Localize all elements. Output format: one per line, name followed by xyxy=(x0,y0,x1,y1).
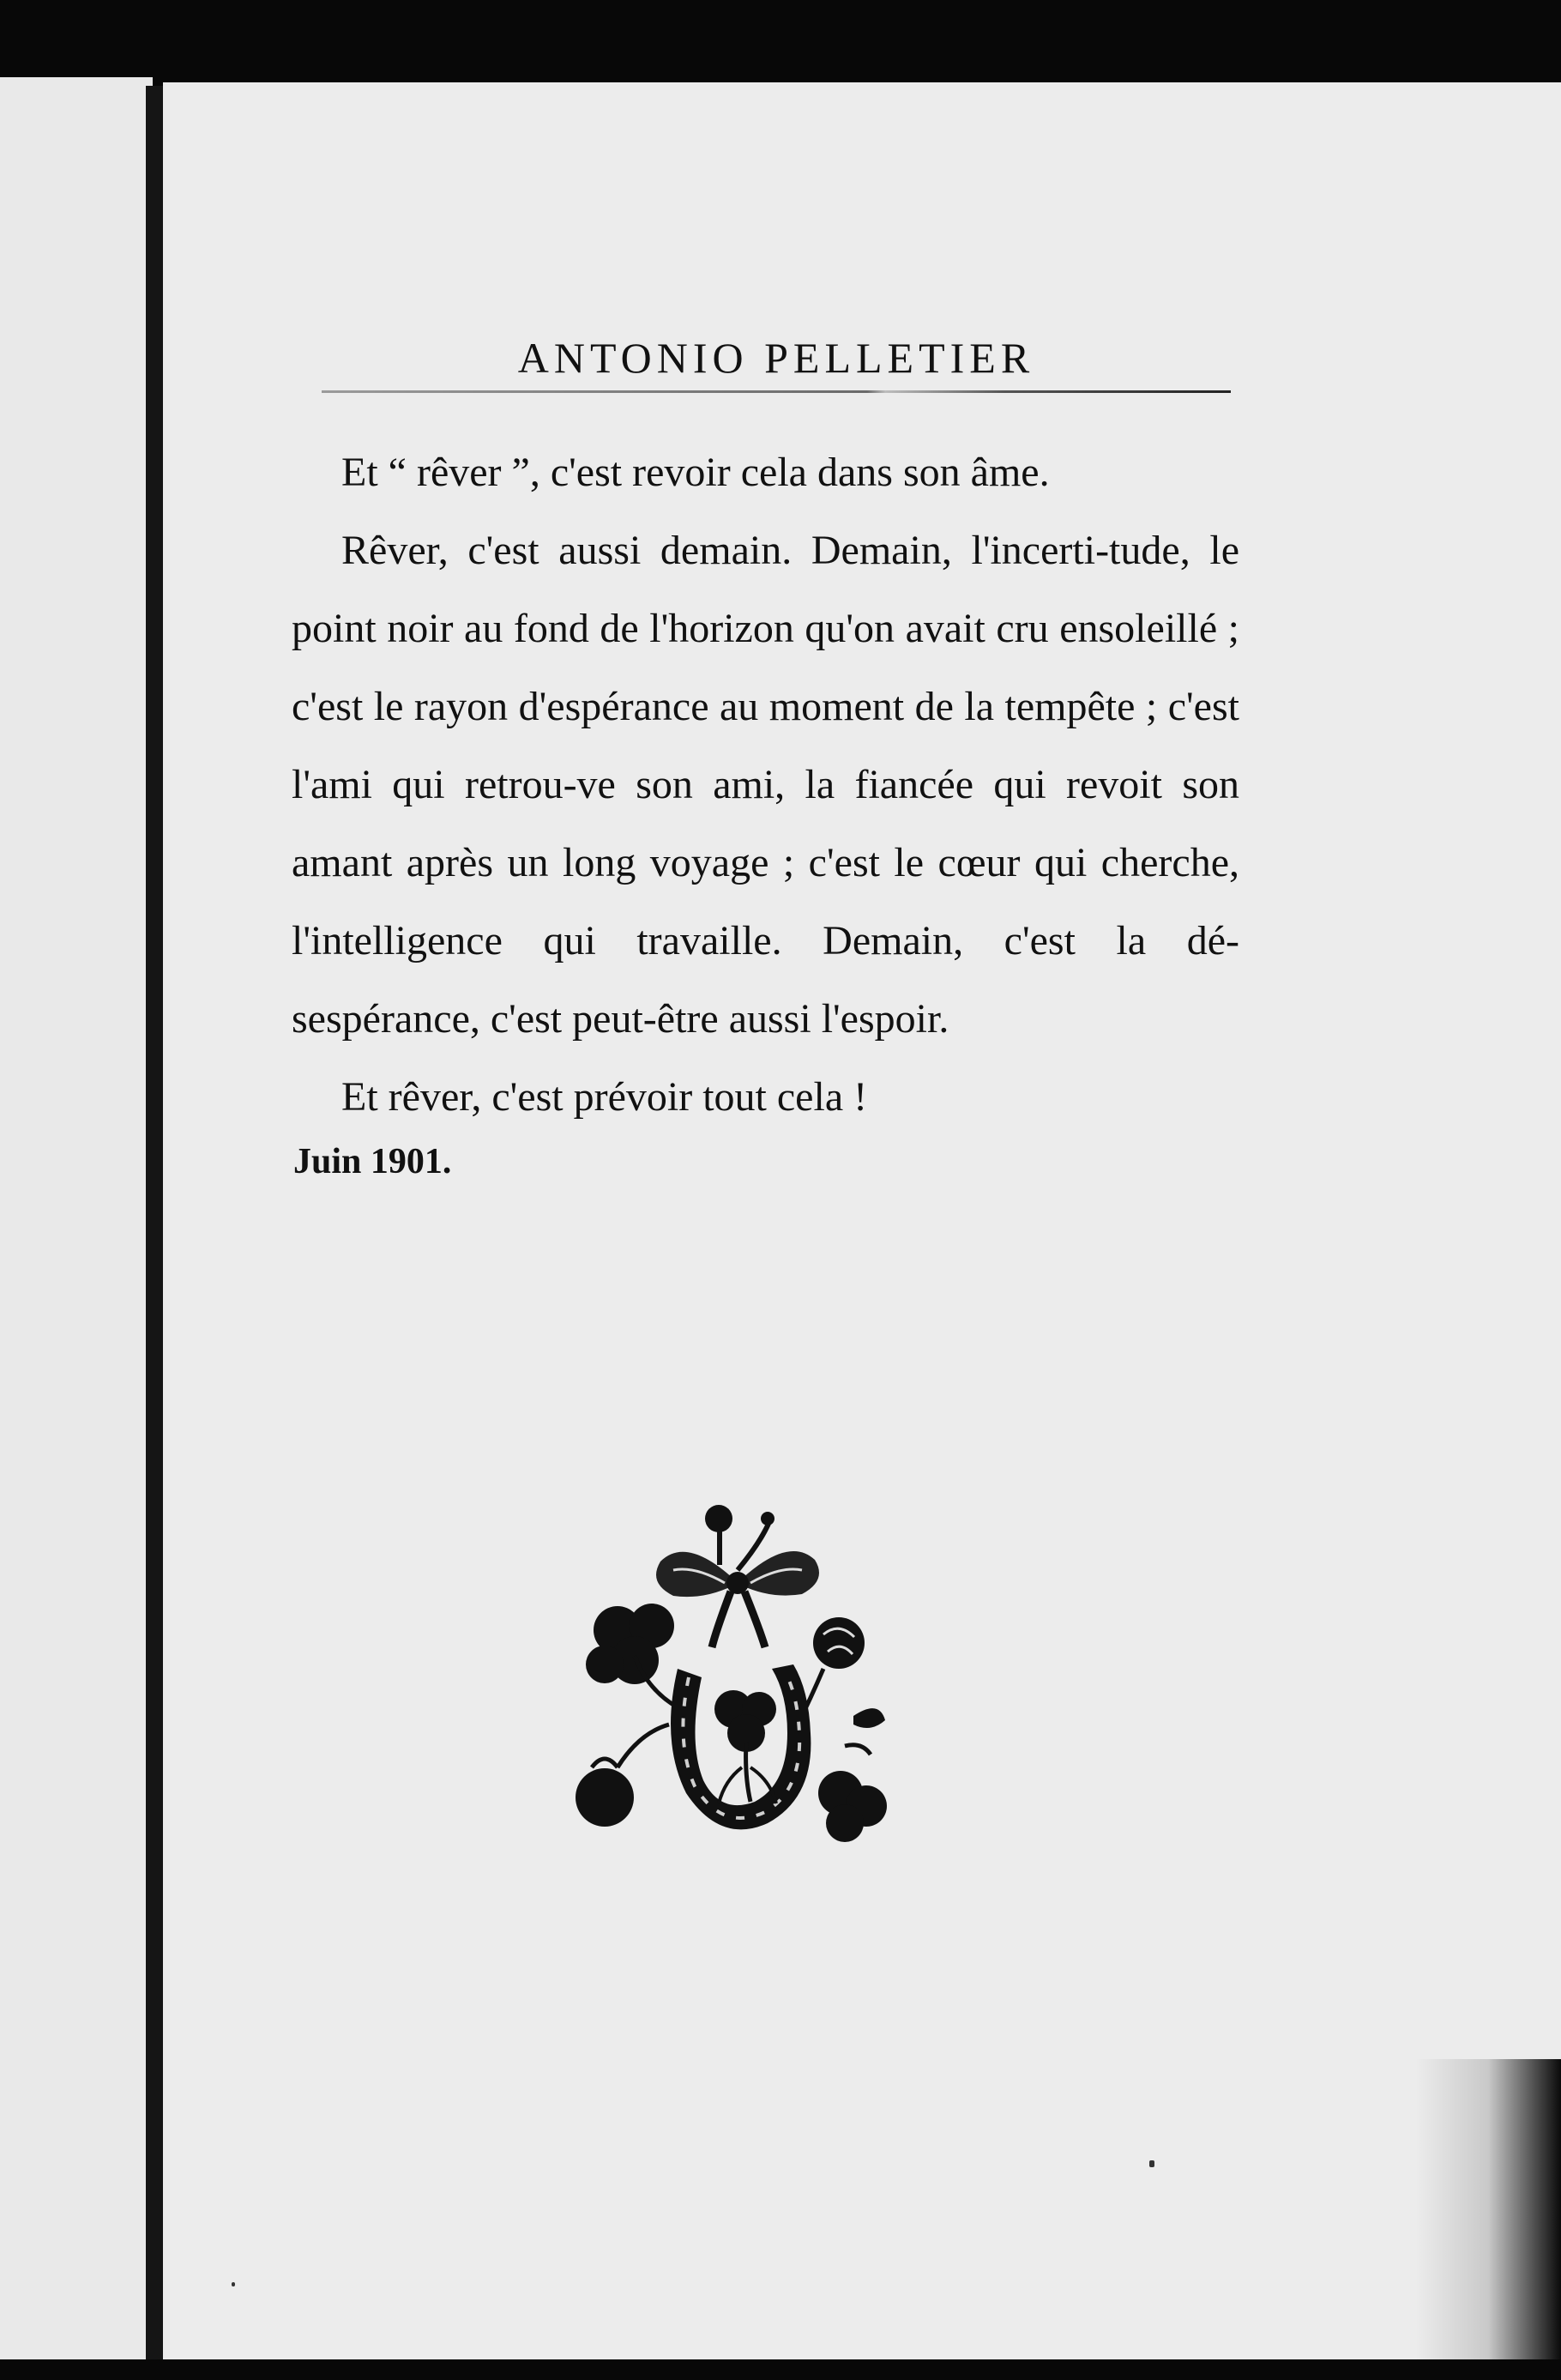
horseshoe-clover-ribbon-ornament-icon xyxy=(566,1484,909,1862)
scan-border-bottom xyxy=(0,2359,1561,2380)
book-spine xyxy=(146,86,165,2368)
running-head: ANTONIO PELLETIER xyxy=(517,334,1035,382)
scan-speck xyxy=(232,2282,235,2286)
paragraph: Et rêver, c'est prévoir tout cela ! xyxy=(341,1074,868,1120)
date-line: Juin 1901. xyxy=(293,1142,452,1181)
page-edge-shadow xyxy=(1415,2059,1561,2380)
body-text xyxy=(292,433,1239,1136)
facing-page xyxy=(0,77,153,2364)
paragraph: Et “ rêver ”, c'est revoir cela dans son âme. xyxy=(341,450,1050,495)
book-page xyxy=(163,82,1561,2369)
header-rule xyxy=(322,390,1231,393)
scan-speck xyxy=(1149,2160,1154,2167)
paragraph: Rêver, c'est aussi demain. Demain, l'incerti-tude, le point noir au fond de l'horizon qu'on avait cru ensoleillé ; c'est le rayon d'espérance au moment de la tempête ; c'est l'ami qui retrou-ve son ami, la fiancée qui revoit son amant après un long voyage ; c'est le cœur qui cherche, l'intelligence qui travaille. Demain, c'est la dé-sespérance, c'est peut-être aussi l'espoir. xyxy=(292,528,1239,1042)
scan-border-top xyxy=(0,0,1561,90)
